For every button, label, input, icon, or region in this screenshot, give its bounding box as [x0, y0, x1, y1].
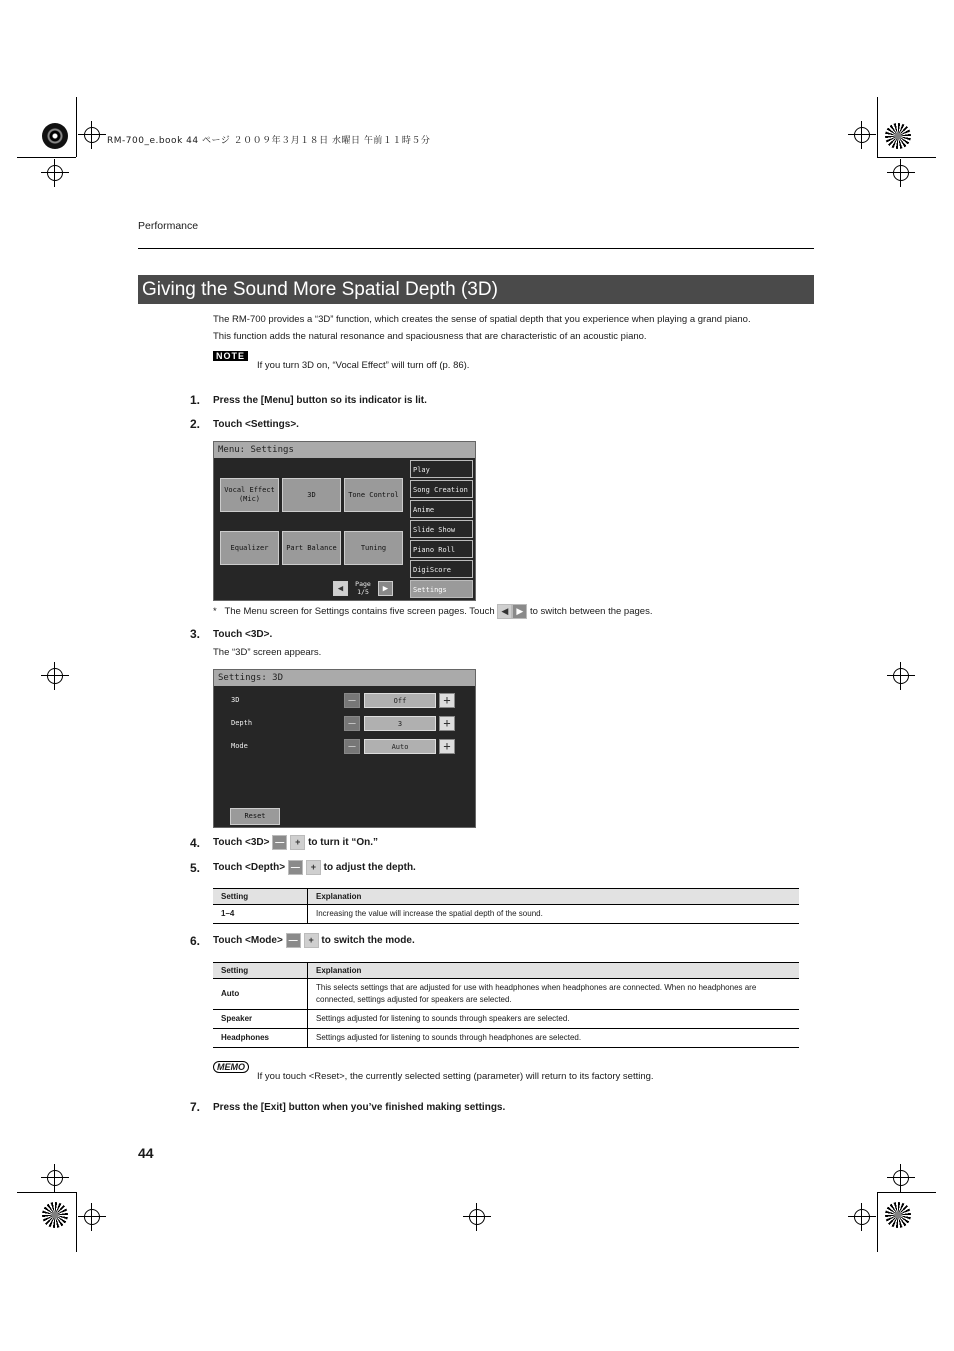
param-label-depth: Depth: [231, 719, 253, 727]
decrement-button[interactable]: —: [344, 739, 360, 754]
step-text-post: to switch the mode.: [321, 935, 415, 947]
crosshair-icon: [469, 1209, 485, 1225]
crosshair-icon: [84, 1209, 100, 1225]
table-row: [213, 979, 799, 1010]
step-subtext: The “3D” screen appears.: [213, 647, 322, 658]
registration-disc-icon: [42, 1202, 68, 1228]
intro-line: The RM-700 provides a “3D” function, which creates the sense of spatial depth that you experience when playing a grand piano.: [213, 314, 751, 325]
crosshair-icon: [854, 1209, 870, 1225]
table-cell: Increasing the value will increase the spatial depth of the sound.: [308, 905, 800, 924]
footnote-text: The Menu screen for Settings contains five screen pages. Touch: [224, 606, 495, 618]
step-number: 4.: [190, 836, 201, 850]
plus-icon: +: [304, 933, 319, 948]
crosshair-icon: [854, 127, 870, 143]
crosshair-icon: [47, 1170, 63, 1186]
crosshair-icon: [893, 165, 909, 181]
decrement-button[interactable]: —: [344, 716, 360, 731]
param-label-mode: Mode: [231, 742, 248, 750]
vocal-effect-button[interactable]: Vocal Effect (Mic): [220, 478, 279, 512]
page-label: Page: [355, 580, 371, 588]
tuning-button[interactable]: Tuning: [344, 531, 403, 565]
step-text-post: to turn it “On.”: [308, 837, 379, 849]
registration-disc-icon: [885, 123, 911, 149]
step-number: 1.: [190, 393, 201, 407]
tab-play[interactable]: Play: [410, 460, 473, 478]
step-number: 6.: [190, 934, 201, 948]
file-info: RM-700_e.book 44 ページ ２００９年３月１８日 水曜日 午前１１時５分: [107, 136, 431, 146]
mode-settings-table: [213, 962, 799, 1048]
step-text: [213, 933, 415, 948]
param-label-3d: 3D: [231, 696, 240, 704]
tab-piano-roll[interactable]: Piano Roll: [410, 540, 473, 558]
page-next-icon[interactable]: ▶: [378, 581, 393, 596]
page-indicator: [352, 580, 374, 596]
running-header: Performance: [138, 220, 199, 232]
tab-song-creation[interactable]: Song Creation: [410, 480, 473, 498]
registration-disc-icon: [42, 123, 68, 149]
table-cell: This selects settings that are adjusted for use with headphones when headphones are connected. When no headphones are connected, settings adjusted for speakers are selected.: [308, 979, 800, 1010]
page-value: 1/5: [357, 588, 369, 596]
tab-slide-show[interactable]: Slide Show: [410, 520, 473, 538]
decrement-button[interactable]: —: [344, 693, 360, 708]
table-header-row: [213, 889, 799, 905]
table-cell: Settings adjusted for listening to sounds through speakers are selected.: [308, 1010, 800, 1029]
registration-disc-icon: [885, 1202, 911, 1228]
header-rule: [138, 248, 814, 249]
table-cell: 1–4: [213, 905, 308, 924]
table-row: [213, 905, 799, 924]
step-number: 5.: [190, 861, 201, 875]
step-text: Touch <3D>.: [213, 629, 273, 640]
3d-button[interactable]: 3D: [282, 478, 341, 512]
step-text: Touch <Settings>.: [213, 419, 299, 430]
note-badge: NOTE: [213, 351, 248, 361]
table-header: Setting: [213, 963, 308, 979]
tab-anime[interactable]: Anime: [410, 500, 473, 518]
plus-icon: +: [306, 860, 321, 875]
note-text: If you turn 3D on, “Vocal Effect” will turn off (p. 86).: [257, 360, 470, 371]
table-row: [213, 1029, 799, 1048]
step-text: Press the [Menu] button so its indicator is lit.: [213, 395, 427, 406]
crosshair-icon: [47, 668, 63, 684]
step-text: [213, 860, 416, 875]
intro-text: [213, 312, 803, 345]
minus-icon: —: [272, 835, 287, 850]
crosshair-icon: [893, 668, 909, 684]
table-header: Explanation: [308, 889, 800, 905]
intro-line: This function adds the natural resonance and spaciousness that are characteristic of an acoustic piano.: [213, 330, 647, 342]
screen-title: Settings: 3D: [214, 670, 475, 686]
page-prev-icon[interactable]: ◀: [333, 581, 348, 596]
tab-digiscore[interactable]: DigiScore: [410, 560, 473, 578]
param-value-mode: Auto: [364, 739, 436, 754]
step-number: 7.: [190, 1100, 201, 1114]
table-cell: Speaker: [213, 1010, 308, 1029]
settings-3d-screen: [213, 669, 476, 828]
table-header-row: [213, 963, 799, 979]
tab-settings[interactable]: Settings: [410, 580, 473, 598]
table-cell: Auto: [213, 979, 308, 1010]
step-text-pre: Touch <Mode>: [213, 935, 283, 947]
screen-title: Menu: Settings: [214, 442, 475, 458]
section-title: Giving the Sound More Spatial Depth (3D): [138, 275, 814, 304]
footnote: [213, 604, 652, 621]
crosshair-icon: [893, 1170, 909, 1186]
tone-control-button[interactable]: Tone Control: [344, 478, 403, 512]
increment-button[interactable]: +: [439, 739, 455, 754]
step-text-pre: Touch <Depth>: [213, 862, 286, 874]
step-text: [213, 835, 378, 850]
equalizer-button[interactable]: Equalizer: [220, 531, 279, 565]
page-prev-icon: ◀: [497, 604, 512, 619]
menu-settings-screen: [213, 441, 476, 601]
param-value-3d: Off: [364, 693, 436, 708]
memo-badge: MEMO: [213, 1061, 249, 1073]
increment-button[interactable]: +: [439, 716, 455, 731]
page-number: 44: [138, 1145, 154, 1161]
crosshair-icon: [84, 127, 100, 143]
reset-button[interactable]: Reset: [230, 808, 280, 825]
step-text-post: to adjust the depth.: [323, 862, 416, 874]
step-number: 3.: [190, 627, 201, 641]
param-value-depth: 3: [364, 716, 436, 731]
depth-settings-table: [213, 888, 799, 924]
part-balance-button[interactable]: Part Balance: [282, 531, 341, 565]
increment-button[interactable]: +: [439, 693, 455, 708]
footnote-text: to switch between the pages.: [529, 606, 653, 618]
step-text: Press the [Exit] button when you’ve finished making settings.: [213, 1102, 506, 1113]
step-text-pre: Touch <3D>: [213, 837, 270, 849]
table-cell: Headphones: [213, 1029, 308, 1048]
table-header: Setting: [213, 889, 308, 905]
step-number: 2.: [190, 417, 201, 431]
plus-icon: +: [290, 835, 305, 850]
table-header: Explanation: [308, 963, 800, 979]
memo-text: If you touch <Reset>, the currently selected setting (parameter) will return to its factory setting.: [257, 1071, 654, 1082]
page-next-icon: ▶: [512, 604, 527, 619]
table-row: [213, 1010, 799, 1029]
table-cell: Settings adjusted for listening to sounds through headphones are selected.: [308, 1029, 800, 1048]
minus-icon: —: [286, 933, 301, 948]
minus-icon: —: [288, 860, 303, 875]
crosshair-icon: [47, 165, 63, 181]
footnote-mark: *: [213, 606, 217, 618]
